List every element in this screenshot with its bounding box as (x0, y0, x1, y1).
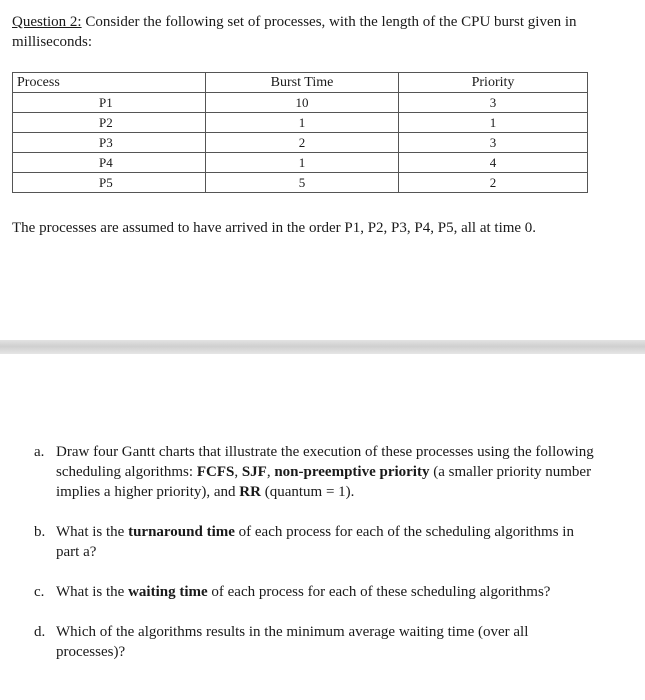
list-marker: c. (34, 584, 45, 600)
arrival-statement: The processes are assumed to have arrived in the order P1, P2, P3, P4, P5, all at time 0. (12, 220, 537, 236)
header-process: Process (13, 73, 206, 93)
question-heading (12, 12, 612, 52)
sjf-term: SJF (241, 464, 267, 480)
table-row (13, 133, 588, 153)
cell-burst-time: 1 (206, 153, 399, 173)
turnaround-term: turnaround time (128, 524, 235, 540)
cell-priority: 3 (399, 93, 588, 113)
sub-question-d (34, 622, 596, 662)
part-a-text: Draw four Gantt charts that illustrate the execution of these processes using the following scheduling algorithms: (56, 444, 594, 480)
part-c-text: of each process for each of these scheduling algorithms? (207, 584, 551, 600)
cell-burst-time: 10 (206, 93, 399, 113)
section-divider (0, 340, 645, 354)
cell-priority: 1 (399, 113, 588, 133)
rr-term: RR (239, 484, 261, 500)
priority-term: non-preemptive priority (274, 464, 430, 480)
part-a-sep: , (234, 464, 242, 480)
cell-burst-time: 2 (206, 133, 399, 153)
cell-process: P3 (13, 133, 206, 153)
cell-process: P2 (13, 113, 206, 133)
header-burst-time: Burst Time (206, 73, 399, 93)
part-b-text: What is the (56, 524, 129, 540)
question-text: Consider the following set of processes, with the length of the CPU burst given in milliseconds: (12, 14, 577, 50)
table-row (13, 153, 588, 173)
part-a-sep: , (266, 464, 275, 480)
list-marker: a. (34, 444, 45, 460)
part-c-text: What is the (56, 584, 129, 600)
sub-question-a (34, 442, 596, 502)
cell-process: P5 (13, 173, 206, 193)
fcfs-term: FCFS (196, 464, 235, 480)
part-a-text: (a smaller priority number implies a higher priority), and (56, 464, 592, 500)
cell-burst-time: 5 (206, 173, 399, 193)
list-marker: d. (34, 624, 46, 640)
waiting-time-term: waiting time (128, 584, 208, 600)
cell-process: P4 (13, 153, 206, 173)
table-row (13, 173, 588, 193)
sub-question-b (34, 522, 596, 562)
table-header-row (13, 73, 588, 93)
header-priority: Priority (399, 73, 588, 93)
cell-priority: 3 (399, 133, 588, 153)
table-row (13, 113, 588, 133)
cell-priority: 2 (399, 173, 588, 193)
sub-question-c (34, 582, 596, 602)
cell-burst-time: 1 (206, 113, 399, 133)
part-a-text: (quantum = 1). (260, 484, 355, 500)
part-d-text: Which of the algorithms results in the minimum average waiting time (over all processes)? (56, 624, 529, 660)
list-marker: b. (34, 524, 46, 540)
cell-priority: 4 (399, 153, 588, 173)
process-table (12, 72, 588, 193)
cell-process: P1 (13, 93, 206, 113)
part-b-text: of each process for each of the scheduling algorithms in part a? (56, 524, 574, 560)
table-row (13, 93, 588, 113)
question-label: Question 2: (12, 14, 82, 30)
sub-questions-list (34, 442, 596, 682)
